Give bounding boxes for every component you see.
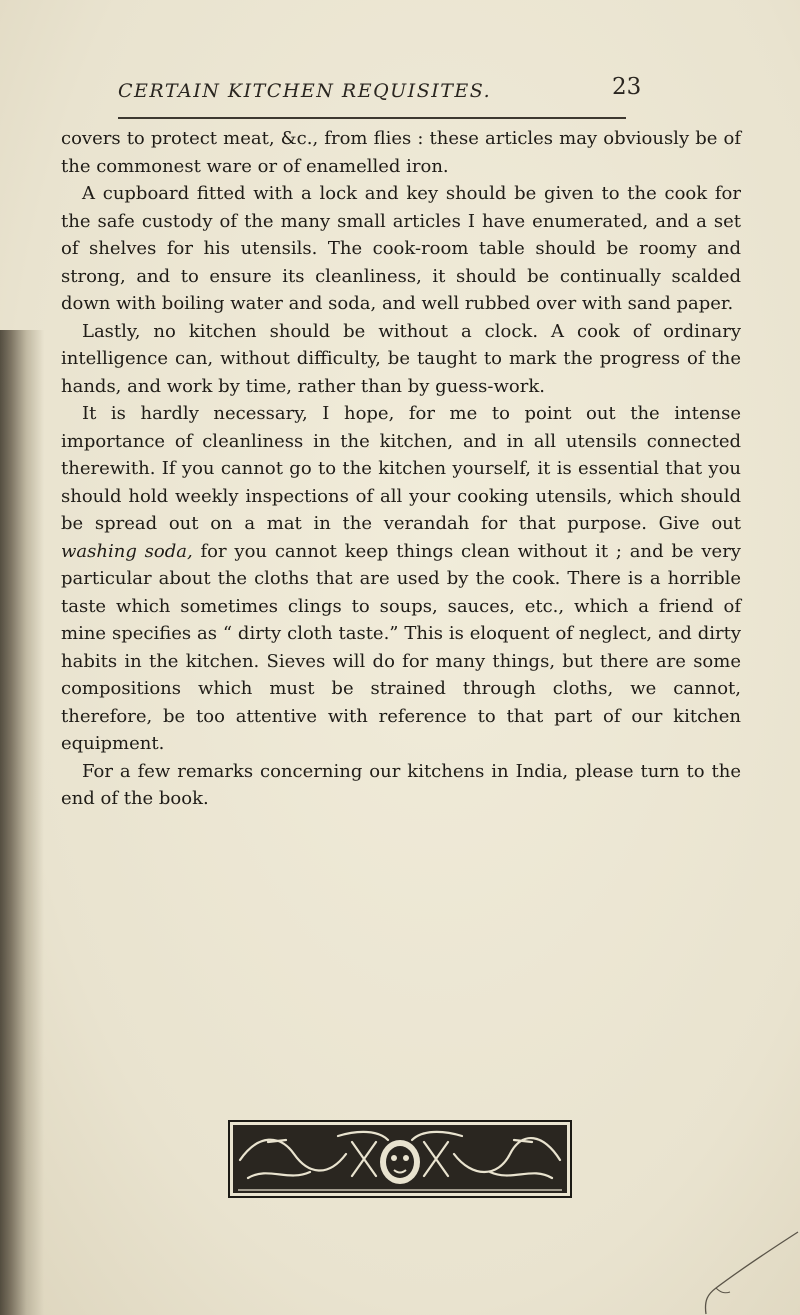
running-head: CERTAIN KITCHEN REQUISITES. xyxy=(118,80,492,102)
binding-shadow xyxy=(0,330,44,1315)
body-text xyxy=(61,125,741,813)
page-number: 23 xyxy=(612,74,642,100)
header-rule xyxy=(118,117,626,119)
paragraph-cupboard: A cupboard fitted with a lock and key should be given to the cook for the safe custody of the many small articles I have enumerated, and a set of shelves for his utensils. The cook-room table should be roomy and strong, and to ensure its cleanliness, it should be continually scalded down with boiling water and soda, and well rubbed over with sand paper. xyxy=(61,183,741,314)
paragraph-india-kitchens: For a few remarks concerning our kitchens in India, please turn to the end of the book. xyxy=(61,760,741,809)
paragraph-clock: Lastly, no kitchen should be without a clock. A cook of ordinary intelligence can, without difficulty, be taught to mark the progress of the hands, and work by time, rather than by guess-work. xyxy=(61,320,741,397)
corner-pencil-mark xyxy=(700,1230,800,1315)
cleanliness-text-b: for you cannot keep things clean without it ; and be very particular about the cloths that are used by the cook. There is a horrible taste which sometimes clings to soups, sauces, etc., which a friend of mine specifies as “ dirty cloth taste.” This is eloquent of neglect, and dirty habits in the kitchen. Sieves will do for many things, but there are some compositions which must be strained through cloths, we cannot, therefore, be too attentive with reference to that part of our kitchen equipment. xyxy=(61,540,741,754)
paragraph-cleanliness xyxy=(61,400,741,758)
cleanliness-text-a: It is hardly necessary, I hope, for me to point out the intense importance of cleanliness in the kitchen, and in all utensils connected therewith. If you cannot go to the kitchen yourself, it is essential that you should hold weekly inspections of all your cooking utensils, which should be spread out on a mat in the verandah for that purpose. Give out xyxy=(61,403,741,534)
decorative-tailpiece-icon xyxy=(228,1120,572,1198)
washing-soda-italic: washing soda, xyxy=(61,540,193,562)
page-header xyxy=(118,74,642,110)
paragraph-continued: covers to protect meat, &c., from flies : these articles may obviously be of the commonest ware or of enamelled iron. xyxy=(61,128,741,177)
